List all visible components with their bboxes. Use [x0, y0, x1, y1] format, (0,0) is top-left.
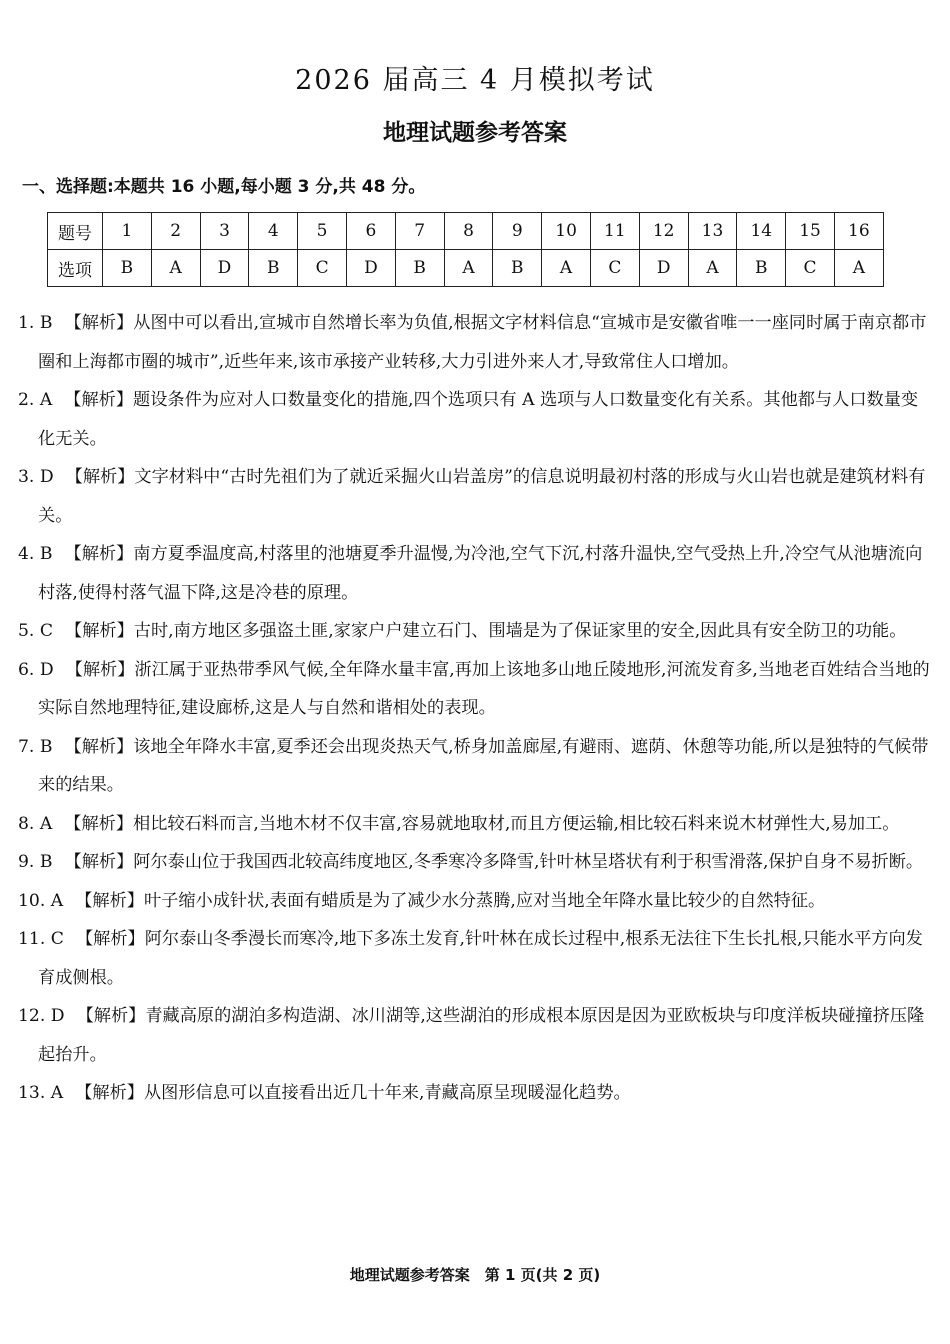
explanation-tag: 【解析】 [64, 544, 134, 564]
explanation-number: 9. B [18, 852, 53, 872]
answer-option-cell: B [103, 250, 152, 287]
explanation-item [18, 304, 934, 381]
answer-option-cell: D [200, 250, 249, 287]
explanation-item [18, 805, 934, 844]
section-heading: 一、选择题:本题共 16 小题,每小题 3 分,共 48 分。 [22, 177, 426, 197]
answer-table-option-row [48, 250, 884, 287]
question-number-cell: 9 [493, 213, 542, 250]
answer-option-cell: A [151, 250, 200, 287]
explanation-tag: 【解析】 [65, 621, 134, 641]
explanation-number: 12. D [18, 1006, 65, 1026]
explanation-number: 3. D [18, 467, 54, 487]
explanation-item [18, 612, 934, 651]
explanation-item [18, 381, 934, 458]
question-number-cell: 10 [542, 213, 591, 250]
question-number-cell: 8 [444, 213, 493, 250]
answer-option-cell: C [786, 250, 835, 287]
explanation-item [18, 651, 934, 728]
explanation-number: 6. D [18, 659, 54, 680]
explanation-text: 相比较石料而言,当地木材不仅丰富,容易就地取材,而且方便运输,相比较石料来说木材弹性大,易加工。 [133, 813, 900, 834]
explanation-text: 古时,南方地区多强盗土匪,家家户户建立石门、围墙是为了保证家里的安全,因此具有安全防卫的功能。 [133, 621, 907, 641]
question-number-cell: 5 [298, 213, 347, 250]
answer-option-cell: B [249, 250, 298, 287]
row-label-number: 题号 [48, 213, 103, 250]
page-title: 2026 届高三 4 月模拟考试 [295, 65, 655, 96]
question-number-cell: 1 [103, 213, 152, 250]
explanation-tag: 【解析】 [65, 467, 135, 487]
explanation-tag: 【解析】 [64, 313, 134, 333]
explanation-text: 阿尔泰山冬季漫长而寒冷,地下多冻土发育,针叶林在成长过程中,根系无法往下生长扎根,只能水平方向发育成侧根。 [38, 929, 923, 988]
explanation-tag: 【解析】 [64, 813, 134, 834]
explanation-tag: 【解析】 [65, 659, 135, 680]
question-number-cell: 14 [737, 213, 786, 250]
explanation-text: 从图中可以看出,宣城市自然增长率为负值,根据文字材料信息“宣城市是安徽省唯一一座同时属于南京都市圈和上海都市圈的城市”,近些年来,该市承接产业转移,大力引进外来人才,导致常住人口增加。 [38, 313, 927, 372]
explanation-text: 题设条件为应对人口数量变化的措施,四个选项只有 A 选项与人口数量变化有关系。其他都与人口数量变化无关。 [38, 390, 919, 449]
explanation-number: 4. B [18, 544, 53, 564]
explanation-item [18, 1074, 934, 1113]
explanation-item [18, 882, 934, 921]
question-number-cell: 12 [639, 213, 688, 250]
question-number-cell: 7 [395, 213, 444, 250]
explanation-list [18, 304, 934, 1113]
page-footer: 地理试题参考答案 第 1 页(共 2 页) [349, 1266, 601, 1284]
explanation-tag: 【解析】 [76, 1006, 146, 1026]
explanation-number: 1. B [18, 313, 53, 333]
question-number-cell: 4 [249, 213, 298, 250]
explanation-tag: 【解析】 [64, 852, 134, 872]
explanation-text: 文字材料中“古时先祖们为了就近采掘火山岩盖房”的信息说明最初村落的形成与火山岩也就是建筑材料有关。 [38, 467, 926, 526]
answer-table [47, 212, 884, 287]
question-number-cell: 6 [346, 213, 395, 250]
answer-option-cell: D [639, 250, 688, 287]
question-number-cell: 11 [590, 213, 639, 250]
answer-option-cell: A [834, 250, 883, 287]
explanation-text: 浙江属于亚热带季风气候,全年降水量丰富,再加上该地多山地丘陵地形,河流发育多,当地老百姓结合当地的实际自然地理特征,建设廊桥,这是人与自然和谐相处的表现。 [38, 659, 930, 718]
page-subtitle: 地理试题参考答案 [383, 120, 567, 146]
explanation-text: 该地全年降水丰富,夏季还会出现炎热天气,桥身加盖廊屋,有避雨、遮荫、休憩等功能,所以是独特的气候带来的结果。 [38, 736, 929, 795]
explanation-number: 11. C [18, 929, 64, 949]
explanation-text: 南方夏季温度高,村落里的池塘夏季升温慢,为冷池,空气下沉,村落升温快,空气受热上升,冷空气从池塘流向村落,使得村落气温下降,这是冷巷的原理。 [38, 544, 923, 603]
explanation-tag: 【解析】 [75, 890, 144, 911]
answer-option-cell: A [688, 250, 737, 287]
answer-option-cell: B [395, 250, 444, 287]
answer-option-cell: B [493, 250, 542, 287]
answer-option-cell: C [298, 250, 347, 287]
explanation-text: 阿尔泰山位于我国西北较高纬度地区,冬季寒冷多降雪,针叶林呈塔状有利于积雪滑落,保护自身不易折断。 [133, 852, 924, 872]
explanation-item [18, 920, 934, 997]
explanation-number: 2. A [18, 390, 53, 410]
question-number-cell: 13 [688, 213, 737, 250]
explanation-item [18, 458, 934, 535]
answer-table-number-row [48, 213, 884, 250]
answer-option-cell: A [444, 250, 493, 287]
explanation-text: 从图形信息可以直接看出近几十年来,青藏高原呈现暖湿化趋势。 [143, 1083, 631, 1103]
explanation-tag: 【解析】 [75, 929, 145, 949]
explanation-tag: 【解析】 [64, 736, 134, 757]
explanation-number: 8. A [18, 813, 53, 834]
explanation-item [18, 535, 934, 612]
explanation-tag: 【解析】 [64, 390, 134, 410]
explanation-number: 5. C [18, 621, 54, 641]
explanation-tag: 【解析】 [75, 1083, 144, 1103]
explanation-number: 13. A [18, 1083, 64, 1103]
question-number-cell: 3 [200, 213, 249, 250]
answer-option-cell: B [737, 250, 786, 287]
explanation-number: 10. A [18, 890, 64, 911]
explanation-item [18, 843, 934, 882]
explanation-item [18, 997, 934, 1074]
explanation-number: 7. B [18, 736, 53, 757]
explanation-item [18, 728, 934, 805]
answer-option-cell: A [542, 250, 591, 287]
explanation-text: 青藏高原的湖泊多构造湖、冰川湖等,这些湖泊的形成根本原因是因为亚欧板块与印度洋板块碰撞挤压隆起抬升。 [38, 1006, 925, 1065]
answer-option-cell: C [590, 250, 639, 287]
question-number-cell: 15 [786, 213, 835, 250]
question-number-cell: 16 [834, 213, 883, 250]
explanation-text: 叶子缩小成针状,表面有蜡质是为了减少水分蒸腾,应对当地全年降水量比较少的自然特征。 [143, 890, 826, 911]
row-label-option: 选项 [48, 250, 103, 287]
question-number-cell: 2 [151, 213, 200, 250]
answer-option-cell: D [346, 250, 395, 287]
